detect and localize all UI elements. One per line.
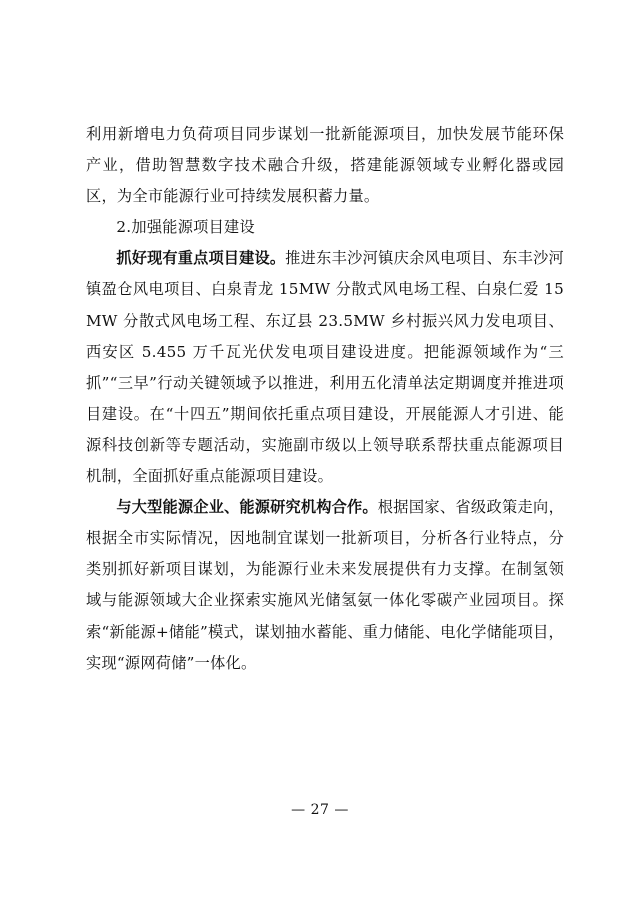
section-heading bbox=[86, 212, 564, 243]
paragraph-lead-bold: 抓好现有重点项目建设。 bbox=[116, 249, 286, 268]
document-body bbox=[86, 119, 564, 679]
paragraph-continuation bbox=[86, 119, 564, 212]
paragraph-text: 利用新增电力负荷项目同步谋划一批新能源项目，加快发展节能环保产业，借助智慧数字技术融合升级，搭建能源领域专业孵化器或园区，为全市能源行业可持续发展积蓄力量。 bbox=[86, 125, 564, 206]
paragraph-text: 根据国家、省级政策走向，根据全市实际情况，因地制宜谋划一批新项目，分析各行业特点，分类别抓好新项目谋划，为能源行业未来发展提供有力支撑。在制氢领域与能源领域大企业探索实施风光储氢氨一体化零碳产业园项目。探索“新能源+储能”模式，谋划抽水蓄能、重力储能、电化学储能项目，实现“源网荷储”一体化。 bbox=[86, 498, 565, 672]
paragraph-text: 推进东丰沙河镇庆余风电项目、东丰沙河镇盈仓风电项目、白泉青龙 15MW 分散式风电场工程、白泉仁爱 15MW 分散式风电场工程、东辽县 23.5MW 乡村振兴风力发电项目、西安区 5.455 万千瓦光伏发电项目建设进度。把能源领域作为“三抓”“三早”行动关键领域予以推进，利用五化清单法定期调度并推进项目建设。在“十四五”期间依托重点项目建设，开展能源人才引进、能源科技创新等专题活动，实施副市级以上领导联系帮扶重点能源项目机制，全面抓好重点能源项目建设。 bbox=[86, 249, 564, 486]
page-number: — 27 — bbox=[291, 802, 349, 818]
paragraph-key-projects bbox=[86, 243, 564, 492]
paragraph-lead-bold: 与大型能源企业、能源研究机构合作。 bbox=[116, 498, 378, 517]
section-heading-text: 2.加强能源项目建设 bbox=[116, 218, 255, 237]
paragraph-cooperation bbox=[86, 492, 564, 679]
